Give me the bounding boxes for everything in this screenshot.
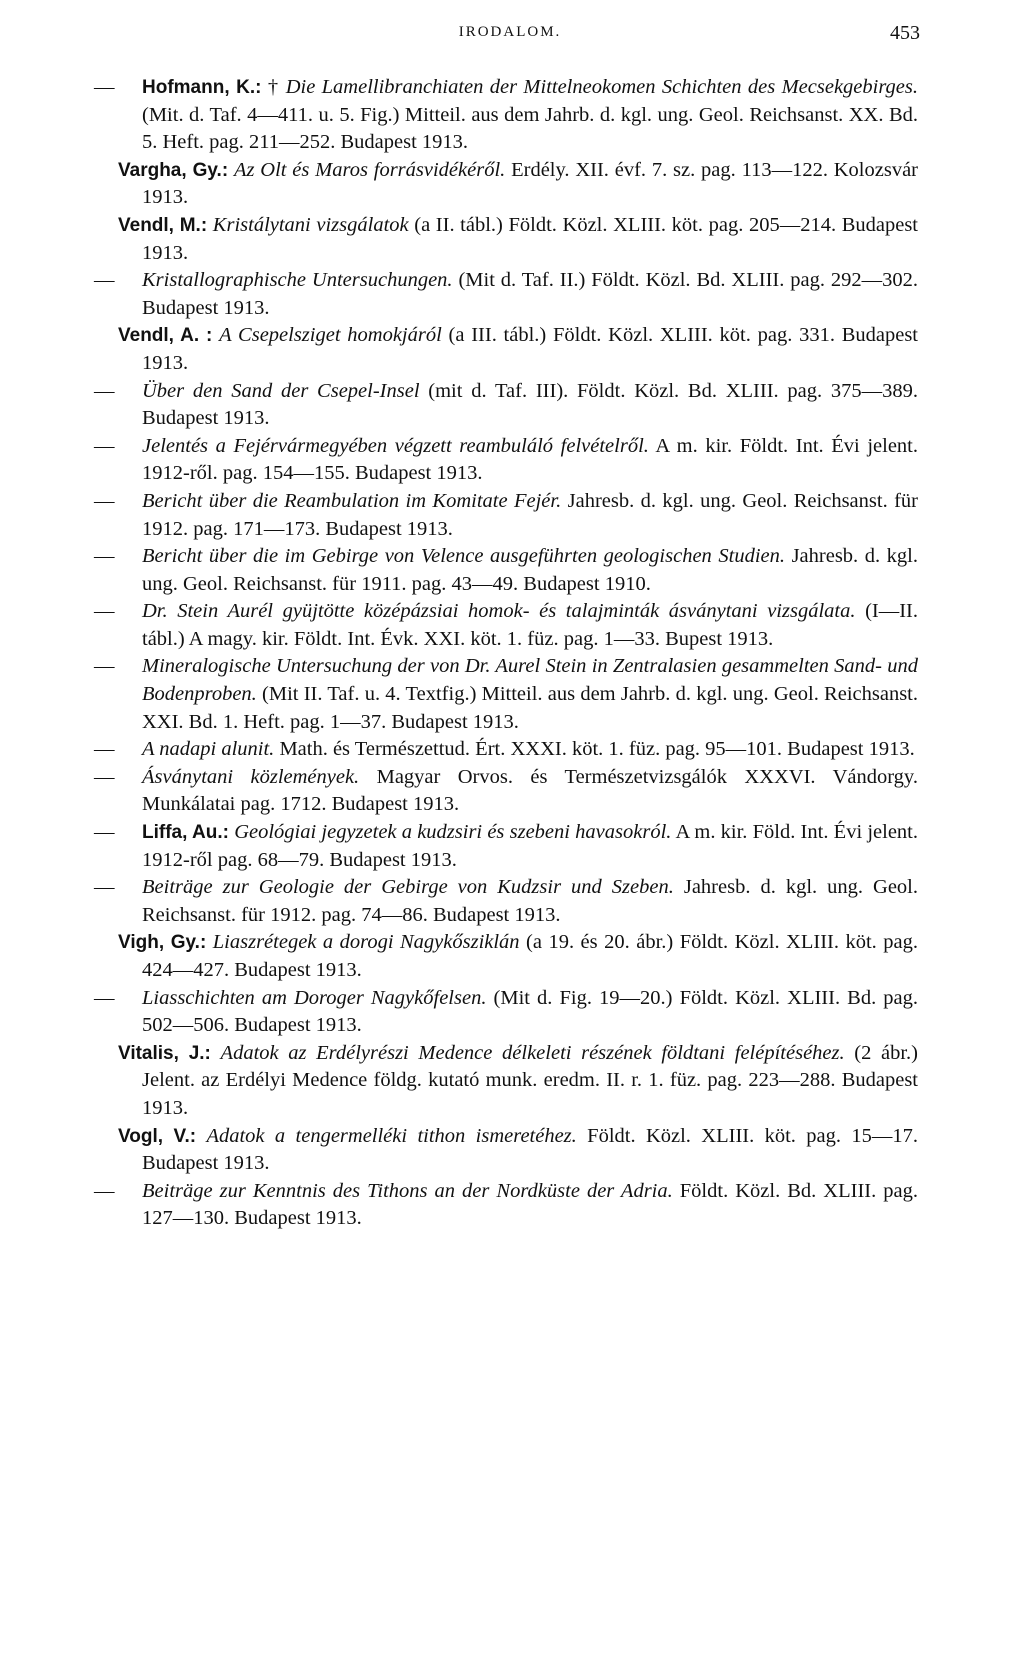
bibliography-entry <box>118 157 918 212</box>
entry-details: Jahresb. d. kgl. ung. Geol. Reichsanst. für 1912. pag. 74—86. Budapest 1913. <box>142 876 918 926</box>
ditto-dash: — <box>94 545 115 568</box>
entry-separator <box>211 1042 221 1064</box>
bibliography-entry <box>94 1178 918 1233</box>
entry-title: Adatok a tengermelléki tithon ismeretéhez. <box>206 1124 577 1147</box>
entry-details: Jahresb. d. kgl. ung. Geol. Reichsanst. für 1912. pag. 171—173. Budapest 1913. <box>142 489 918 540</box>
entry-title: Az Olt és Maros forrásvidékéről. <box>233 158 506 181</box>
entry-details: (I—II. tábl.) A magy. kir. Földt. Int. Évk. XXI. köt. 1. füz. pag. 1—33. Bupest 1913. <box>142 600 918 650</box>
entry-author: Vendl, M.: <box>118 214 208 236</box>
ditto-dash: — <box>94 738 115 761</box>
bibliography-entry <box>94 653 918 736</box>
bibliography-entry <box>94 543 918 598</box>
entry-details: Erdély. XII. évf. 7. sz. pag. 113—122. Kolozsvár 1913. <box>142 158 919 209</box>
bibliography-entry <box>94 74 919 157</box>
entry-details: Jahresb. d. kgl. ung. Geol. Reichsanst. für 1911. pag. 43—49. Budapest 1910. <box>142 545 918 595</box>
entry-title: Dr. Stein Aurél gyüjtötte középázsiai homok- és talajminták ásványtani vizsgálata. <box>142 600 856 623</box>
bibliography-entry <box>94 598 918 653</box>
bibliography-entry <box>94 267 918 322</box>
entry-author: Vogl, V.: <box>118 1125 197 1147</box>
entry-title: Mineralogische Untersuchung der von Dr. Aurel Stein in Zentralasien gesammelten Sand- und Bodenproben. <box>142 655 918 706</box>
bibliography-entry <box>94 488 918 543</box>
bibliography-entry <box>94 819 919 874</box>
entry-title: Bericht über die Reambulation im Komitate Fejér. <box>142 489 562 512</box>
bibliography-entry <box>94 985 918 1040</box>
entry-details: Földt. Közl. XLIII. köt. pag. 15—17. Budapest 1913. <box>142 1124 918 1175</box>
entry-details: (a 19. és 20. ábr.) Földt. Közl. XLIII. köt. pag. 424—427. Budapest 1913. <box>142 931 918 981</box>
entry-title: Kristálytani vizsgálatok <box>212 213 409 236</box>
entry-author: Vargha, Gy.: <box>118 159 229 181</box>
bibliography-entry <box>118 1123 918 1178</box>
bibliography-entry <box>118 212 918 267</box>
entry-details: (a II. tábl.) Földt. Közl. XLIII. köt. pag. 205—214. Budapest 1913. <box>142 213 918 264</box>
entry-details: (2 ábr.) Jelent. az Erdélyi Medence földg. kutató munk. eredm. II. r. 1. füz. pag. 223—288. Budapest 1913. <box>142 1041 918 1119</box>
entry-title: Beiträge zur Kenntnis des Tithons an der Nordküste der Adria. <box>142 1179 673 1202</box>
bibliography-entry <box>94 736 918 764</box>
ditto-dash: — <box>94 269 115 292</box>
ditto-dash: — <box>94 1179 115 1202</box>
entry-details: Math. és Természettud. Ért. XXXI. köt. 1. füz. pag. 95—101. Budapest 1913. <box>274 738 915 761</box>
ditto-dash: — <box>94 821 115 844</box>
entry-details: (Mit d. Taf. II.) Földt. Közl. Bd. XLIII. pag. 292—302. Budapest 1913. <box>142 269 918 319</box>
entry-details: (a III. tábl.) Földt. Közl. XLIII. köt. pag. 331. Budapest 1913. <box>142 324 919 374</box>
entry-author: Hofmann, K.: <box>142 77 262 98</box>
ditto-dash: — <box>94 655 115 678</box>
entry-title: Ásványtani közlemények. <box>142 765 360 788</box>
entry-author: Liffa, Au.: <box>142 822 229 844</box>
ditto-dash: — <box>94 76 115 98</box>
entry-details: A m. kir. Földt. Int. Évi jelent. 1912-ről. pag. 154—155. Budapest 1913. <box>142 434 919 485</box>
ditto-dash: — <box>94 876 115 899</box>
bibliography-entry <box>94 874 918 929</box>
running-title: IRODALOM. <box>458 24 562 40</box>
entry-details: (Mit. d. Taf. 4—411. u. 5. Fig.) Mitteil. aus dem Jahrb. d. kgl. ung. Geol. Reichsanst. XX. Bd. 5. Heft. pag. 211—252. Budapest 1913. <box>142 103 918 154</box>
entry-title: Bericht über die im Gebirge von Velence ausgeführten geologischen Studien. <box>142 545 785 568</box>
ditto-dash: — <box>94 600 115 623</box>
entry-details: Földt. Közl. Bd. XLIII. pag. 127—130. Budapest 1913. <box>142 1179 918 1230</box>
bibliography-entry <box>118 929 918 984</box>
entry-title: A Csepelsziget homokjáról <box>219 324 442 347</box>
bibliography-entry <box>118 1040 918 1123</box>
bibliography-entry <box>94 378 918 433</box>
entry-details: (Mit II. Taf. u. 4. Textfig.) Mitteil. aus dem Jahrb. d. kgl. ung. Geol. Reichsanst. XXI. Bd. 1. Heft. pag. 1—37. Budapest 1913. <box>142 683 918 733</box>
entry-title: Liaszrétegek a dorogi Nagykősziklán <box>212 931 520 954</box>
entry-author: Vigh, Gy.: <box>118 932 207 954</box>
entry-title: Die Lamellibranchiaten der Mittelneokomen Schichten des Mecsekgebirges. <box>285 76 919 98</box>
bibliography-entry <box>94 764 918 819</box>
ditto-dash: — <box>94 986 115 1009</box>
ditto-dash: — <box>94 489 115 512</box>
entry-title: Geológiai jegyzetek a kudzsiri és szebeni havasokról. <box>234 821 672 844</box>
entry-author: Vendl, A. : <box>118 325 213 347</box>
bibliography-list <box>94 74 919 1233</box>
page-header <box>100 22 920 52</box>
entry-title: Über den Sand der Csepel-Insel <box>142 379 420 402</box>
ditto-dash: — <box>94 434 115 457</box>
entry-title: Kristallographische Untersuchungen. <box>142 269 453 292</box>
ditto-dash: — <box>94 765 115 788</box>
ditto-dash: — <box>94 379 115 402</box>
bibliography-entry <box>118 322 918 377</box>
entry-details: Magyar Orvos. és Természetvizsgálók XXXVI. Vándorgy. Munkálatai pag. 1712. Budapest 1913. <box>142 765 918 816</box>
entry-details: A m. kir. Föld. Int. Évi jelent. 1912-ről pag. 68—79. Budapest 1913. <box>142 821 919 871</box>
entry-separator: † <box>261 76 286 98</box>
entry-separator <box>196 1125 206 1147</box>
entry-title: Jelentés a Fejérvármegyében végzett reambuláló felvételről. <box>142 434 649 457</box>
bibliography-entry <box>94 433 919 488</box>
entry-details: (mit d. Taf. III). Földt. Közl. Bd. XLIII. pag. 375—389. Budapest 1913. <box>142 379 918 430</box>
entry-title: Liasschichten am Doroger Nagykőfelsen. <box>142 986 487 1009</box>
entry-details: (Mit d. Fig. 19—20.) Földt. Közl. XLIII. Bd. pag. 502—506. Budapest 1913. <box>142 986 918 1037</box>
entry-title: A nadapi alunit. <box>142 738 275 761</box>
entry-title: Adatok az Erdélyrészi Medence délkeleti részének földtani felépítéséhez. <box>220 1041 845 1064</box>
entry-title: Beiträge zur Geologie der Gebirge von Kudzsir und Szeben. <box>142 876 674 899</box>
entry-author: Vitalis, J.: <box>118 1042 211 1064</box>
page-number: 453 <box>890 22 920 44</box>
